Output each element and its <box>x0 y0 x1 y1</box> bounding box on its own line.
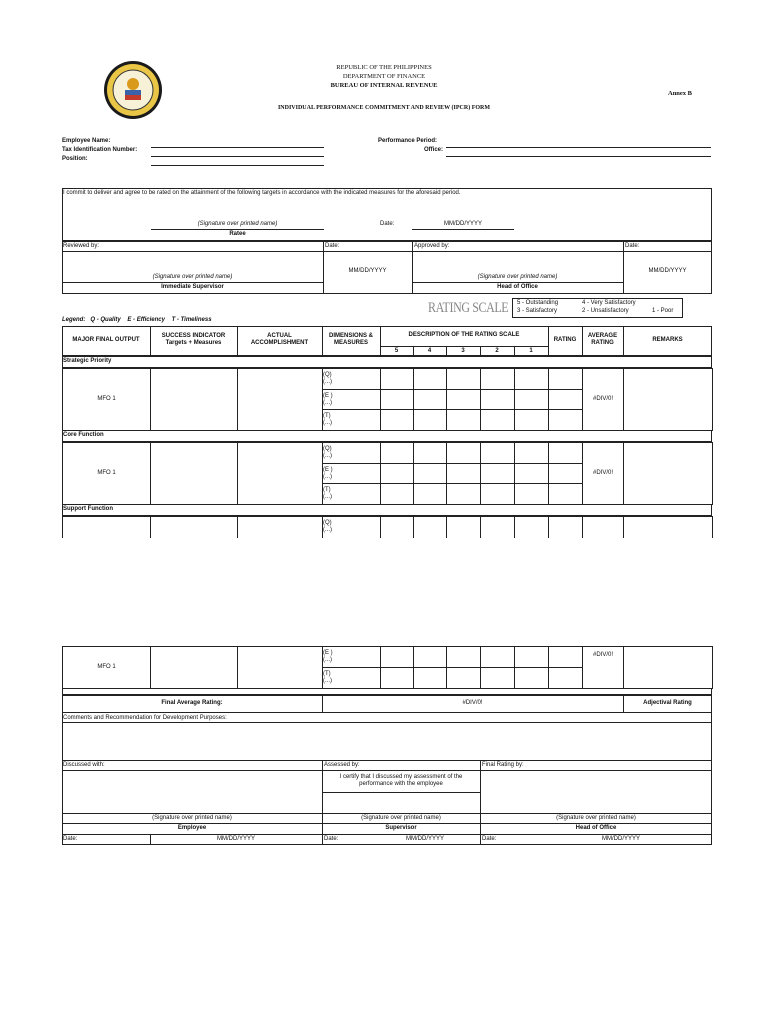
head-date-value[interactable]: MM/DD/YYYY <box>601 836 640 842</box>
scale-cell[interactable] <box>414 647 447 668</box>
dim-ellipsis: (...) <box>323 494 332 500</box>
th-scale-3: 3 <box>461 348 465 354</box>
dimension-q[interactable] <box>323 443 381 464</box>
th-avg-2: RATING <box>591 340 614 346</box>
section-support <box>62 504 712 516</box>
section-strategic-label: Strategic Priority <box>63 358 112 364</box>
annex-label: Annex B <box>668 90 693 97</box>
th-dims-2: MEASURES <box>333 340 368 346</box>
rating-cell[interactable] <box>549 390 583 410</box>
ratee-signature-hint: (Signature over printed name) <box>197 221 278 227</box>
supervisor-date-value[interactable]: MM/DD/YYYY <box>405 836 444 842</box>
scale-cell[interactable] <box>381 443 414 464</box>
th-mfo: MAJOR FINAL OUTPUT <box>72 337 140 343</box>
position-label: Position: <box>62 156 88 162</box>
th-dims-1: DIMENSIONS & <box>328 333 373 339</box>
employee-name-field[interactable] <box>151 147 324 148</box>
dim-q-label: (Q) <box>323 372 332 378</box>
ratee-label: Ratee <box>229 231 246 237</box>
rating-cell[interactable] <box>549 517 583 538</box>
dim-ellipsis: (...) <box>323 399 332 406</box>
th-success-2: Targets + Measures <box>165 340 222 346</box>
tin-label: Tax Identification Number: <box>62 147 138 153</box>
scale-cell[interactable] <box>481 464 515 484</box>
office-label: Office: <box>424 147 444 153</box>
scale-cell[interactable] <box>414 443 447 464</box>
section-core-label: Core Function <box>63 432 104 438</box>
dim-e-label: (E ) <box>323 650 333 656</box>
head-signature-line[interactable] <box>412 282 623 283</box>
scale-5: 5 - Outstanding <box>517 300 559 306</box>
scale-cell[interactable] <box>515 668 549 689</box>
certify-statement: I certify that I discussed my assessment of the performance with the employee <box>339 774 463 787</box>
comments-field[interactable] <box>62 723 712 761</box>
th-avg-1: AVERAGE <box>587 333 618 339</box>
dim-ellipsis: (...) <box>323 678 332 684</box>
head-date-label: Date: <box>482 836 497 842</box>
dimension-e[interactable] <box>323 390 381 410</box>
supervisor-signature-hint: (Signature over printed name) <box>152 274 233 280</box>
rating-cell[interactable] <box>549 484 583 505</box>
tin-field[interactable] <box>151 156 324 157</box>
scale-2: 2 - Unsatisfactory <box>582 308 629 314</box>
average-rating-cell: #DIV/0! <box>583 369 624 431</box>
scale-cell[interactable] <box>414 484 447 505</box>
dimension-t[interactable] <box>323 410 381 431</box>
scale-cell[interactable] <box>481 668 515 689</box>
final-average-value: #DIV/0! <box>462 700 483 706</box>
dim-ellipsis: (...) <box>323 453 332 459</box>
dimension-t[interactable] <box>323 668 381 689</box>
section-strategic <box>62 356 712 368</box>
rating-cell[interactable] <box>549 410 583 431</box>
scale-cell[interactable] <box>481 517 515 538</box>
th-desc: DESCRIPTION OF THE RATING SCALE <box>408 332 520 338</box>
th-scale-2: 2 <box>495 348 499 354</box>
position-field[interactable] <box>151 165 324 166</box>
average-rating-cell: #DIV/0! <box>583 647 624 689</box>
scale-cell[interactable] <box>414 464 447 484</box>
mfo-cell[interactable] <box>63 517 151 538</box>
mfo-cell[interactable]: MFO 1 <box>63 369 151 431</box>
immediate-supervisor-label: Immediate Supervisor <box>161 284 224 290</box>
remarks-cell[interactable] <box>624 443 713 505</box>
employee-label: Employee <box>177 825 207 831</box>
th-scale-1: 1 <box>529 348 533 354</box>
scale-cell[interactable] <box>381 517 414 538</box>
scale-cell[interactable] <box>447 443 481 464</box>
scale-cell[interactable] <box>447 484 481 505</box>
dim-t-label: (T) <box>323 413 331 419</box>
final-head-label: Head of Office <box>575 825 617 831</box>
performance-period-field[interactable] <box>446 147 711 148</box>
dimension-t[interactable] <box>323 484 381 505</box>
office-field[interactable] <box>446 156 711 157</box>
scale-cell[interactable] <box>447 464 481 484</box>
scale-cell[interactable] <box>481 390 515 410</box>
dim-ellipsis: (...) <box>323 527 332 534</box>
reviewed-date-label: Date: <box>325 243 340 249</box>
comments-label: Comments and Recommendation for Development Purposes: <box>63 715 227 721</box>
scale-cell[interactable] <box>447 410 481 431</box>
scale-cell[interactable] <box>414 517 447 538</box>
dim-ellipsis: (...) <box>323 473 332 480</box>
section-core <box>62 430 712 442</box>
supervisor-signature-hint: (Signature over printed name) <box>361 815 441 821</box>
average-rating-cell: #DIV/0! <box>583 443 624 505</box>
scale-cell[interactable] <box>515 410 549 431</box>
head-date-value[interactable]: MM/DD/YYYY <box>648 268 687 274</box>
actual-accomplishment-cell[interactable] <box>238 647 323 689</box>
remarks-cell[interactable] <box>624 647 713 689</box>
approved-by-label: Approved by: <box>414 243 450 249</box>
dimension-q[interactable] <box>323 517 381 538</box>
scale-cell[interactable] <box>414 369 447 390</box>
dimension-e[interactable] <box>323 647 381 668</box>
scale-cell[interactable] <box>381 464 414 484</box>
header-line-3: BUREAU OF INTERNAL REVENUE <box>330 82 438 89</box>
rating-cell[interactable] <box>549 464 583 484</box>
employee-signature-hint: (Signature over printed name) <box>152 815 232 821</box>
supervisor-signature-line[interactable] <box>62 282 323 283</box>
dim-t-label: (T) <box>323 671 331 677</box>
performance-period-label: Performance Period: <box>378 138 438 144</box>
dim-ellipsis: (...) <box>323 657 332 663</box>
dim-ellipsis: (...) <box>323 420 332 426</box>
dim-q-label: (Q) <box>323 520 332 527</box>
success-indicator-cell[interactable] <box>151 517 238 538</box>
th-scale-5: 5 <box>394 348 399 354</box>
remarks-cell[interactable] <box>624 517 713 538</box>
success-indicator-cell[interactable] <box>151 369 238 431</box>
scale-cell[interactable] <box>381 410 414 431</box>
mfo-cell[interactable]: MFO 1 <box>63 647 151 689</box>
section-support-label: Support Function <box>63 506 113 512</box>
scale-cell[interactable] <box>381 668 414 689</box>
scale-cell[interactable] <box>515 443 549 464</box>
core-mfo-block <box>62 442 713 505</box>
scale-cell[interactable] <box>447 668 481 689</box>
scale-4: 4 - Very Satisfactory <box>582 300 636 306</box>
scale-cell[interactable] <box>515 369 549 390</box>
scale-cell[interactable] <box>447 390 481 410</box>
support-mfo-block-top <box>62 516 713 538</box>
scale-cell[interactable] <box>414 668 447 689</box>
scale-cell[interactable] <box>414 390 447 410</box>
support-mfo-block-bottom <box>62 646 713 689</box>
form-title: INDIVIDUAL PERFORMANCE COMMITMENT AND REVIEW (IPCR) FORM <box>277 105 491 111</box>
assessed-by-label: Assessed by: <box>324 762 360 768</box>
employee-date-label: Date: <box>63 836 78 842</box>
legend-efficiency: E - Efficiency <box>127 317 165 323</box>
th-remarks: REMARKS <box>652 337 683 343</box>
scale-1: 1 - Poor <box>652 308 674 314</box>
dim-q-label: (Q) <box>323 446 332 452</box>
scale-cell[interactable] <box>414 410 447 431</box>
scale-cell[interactable] <box>515 647 549 668</box>
legend <box>62 317 212 323</box>
date-row-line <box>62 834 712 835</box>
actual-accomplishment-cell[interactable] <box>238 369 323 431</box>
mfo-cell[interactable]: MFO 1 <box>63 443 151 505</box>
rating-cell[interactable] <box>549 647 583 668</box>
head-of-office-label: Head of Office <box>497 284 538 290</box>
scale-cell[interactable] <box>481 410 515 431</box>
review-divider <box>62 251 712 252</box>
commitment-statement: I commit to deliver and agree to be rated on the attainment of the following targets in accordance with the indicated measures for the aforesaid period. <box>63 190 461 196</box>
dim-t-label: (T) <box>323 487 331 493</box>
rating-scale-title: RATING SCALE <box>428 300 509 316</box>
th-hline <box>380 346 548 347</box>
rating-cell[interactable] <box>549 443 583 464</box>
scale-cell[interactable] <box>381 484 414 505</box>
ratee-date-label: Date: <box>380 221 395 227</box>
scale-cell[interactable] <box>515 464 549 484</box>
th-rating: RATING <box>553 337 577 343</box>
average-rating-cell <box>583 517 624 538</box>
scale-cell[interactable] <box>515 390 549 410</box>
dim-e-label: (E ) <box>323 466 333 473</box>
legend-quality: Q - Quality <box>90 317 121 323</box>
th-success-1: SUCCESS INDICATOR <box>161 333 226 339</box>
scale-cell[interactable] <box>481 484 515 505</box>
scale-3: 3 - Satisfactory <box>517 308 558 314</box>
legend-label: Legend: <box>62 317 86 323</box>
dimension-q[interactable] <box>323 369 381 390</box>
rating-cell[interactable] <box>549 369 583 390</box>
dim-e-label: (E ) <box>323 392 333 399</box>
signature-line <box>62 813 712 814</box>
scale-cell[interactable] <box>481 443 515 464</box>
discussed-with-label: Discussed with: <box>63 762 105 768</box>
actual-accomplishment-cell[interactable] <box>238 443 323 505</box>
ratee-signature-line[interactable] <box>151 229 324 230</box>
success-indicator-cell[interactable] <box>151 647 238 689</box>
scale-cell[interactable] <box>381 390 414 410</box>
strategic-mfo-block <box>62 368 713 431</box>
role-line <box>62 823 712 824</box>
supervisor-date-value[interactable]: MM/DD/YYYY <box>348 268 387 274</box>
th-actual-1: ACTUAL <box>267 333 292 339</box>
head-signature-hint: (Signature over printed name) <box>556 815 636 821</box>
th-actual-2: ACCOMPLISHMENT <box>250 340 309 346</box>
header-line-1: REPUBLIC OF THE PHILIPPINES <box>336 64 432 71</box>
scale-cell[interactable] <box>447 517 481 538</box>
th-scale-4: 4 <box>427 348 432 354</box>
scale-cell[interactable] <box>515 484 549 505</box>
supervisor-label: Supervisor <box>385 825 417 831</box>
signoff-hline <box>62 770 712 771</box>
employee-name-label: Employee Name: <box>62 138 111 144</box>
dimension-e[interactable] <box>323 464 381 484</box>
dim-ellipsis: (...) <box>323 379 332 385</box>
scale-cell[interactable] <box>481 647 515 668</box>
final-average-label: Final Average Rating: <box>161 700 223 706</box>
employee-date-value[interactable]: MM/DD/YYYY <box>216 836 255 842</box>
certify-divider <box>322 792 480 793</box>
scale-cell[interactable] <box>515 517 549 538</box>
adjectival-rating-label: Adjectival Rating <box>643 700 692 706</box>
approved-date-label: Date: <box>625 243 640 249</box>
scale-cell[interactable] <box>481 369 515 390</box>
head-signature-hint: (Signature over printed name) <box>477 274 558 280</box>
scale-cell[interactable] <box>447 369 481 390</box>
supervisor-date-label: Date: <box>324 836 339 842</box>
ratee-date-value[interactable]: MM/DD/YYYY <box>443 221 482 227</box>
actual-accomplishment-cell[interactable] <box>238 517 323 538</box>
scale-cell[interactable] <box>381 369 414 390</box>
final-rating-by-label: Final Rating by: <box>482 762 524 768</box>
remarks-cell[interactable] <box>624 369 713 431</box>
legend-timeliness: T - Timeliness <box>171 317 212 323</box>
scale-cell[interactable] <box>447 647 481 668</box>
signoff-vline <box>480 761 481 845</box>
success-indicator-cell[interactable] <box>151 443 238 505</box>
ratee-date-line <box>412 229 514 230</box>
scale-cell[interactable] <box>381 647 414 668</box>
rating-cell[interactable] <box>549 668 583 689</box>
header-line-2: DEPARTMENT OF FINANCE <box>342 73 426 80</box>
reviewed-by-label: Reviewed by: <box>63 243 100 249</box>
